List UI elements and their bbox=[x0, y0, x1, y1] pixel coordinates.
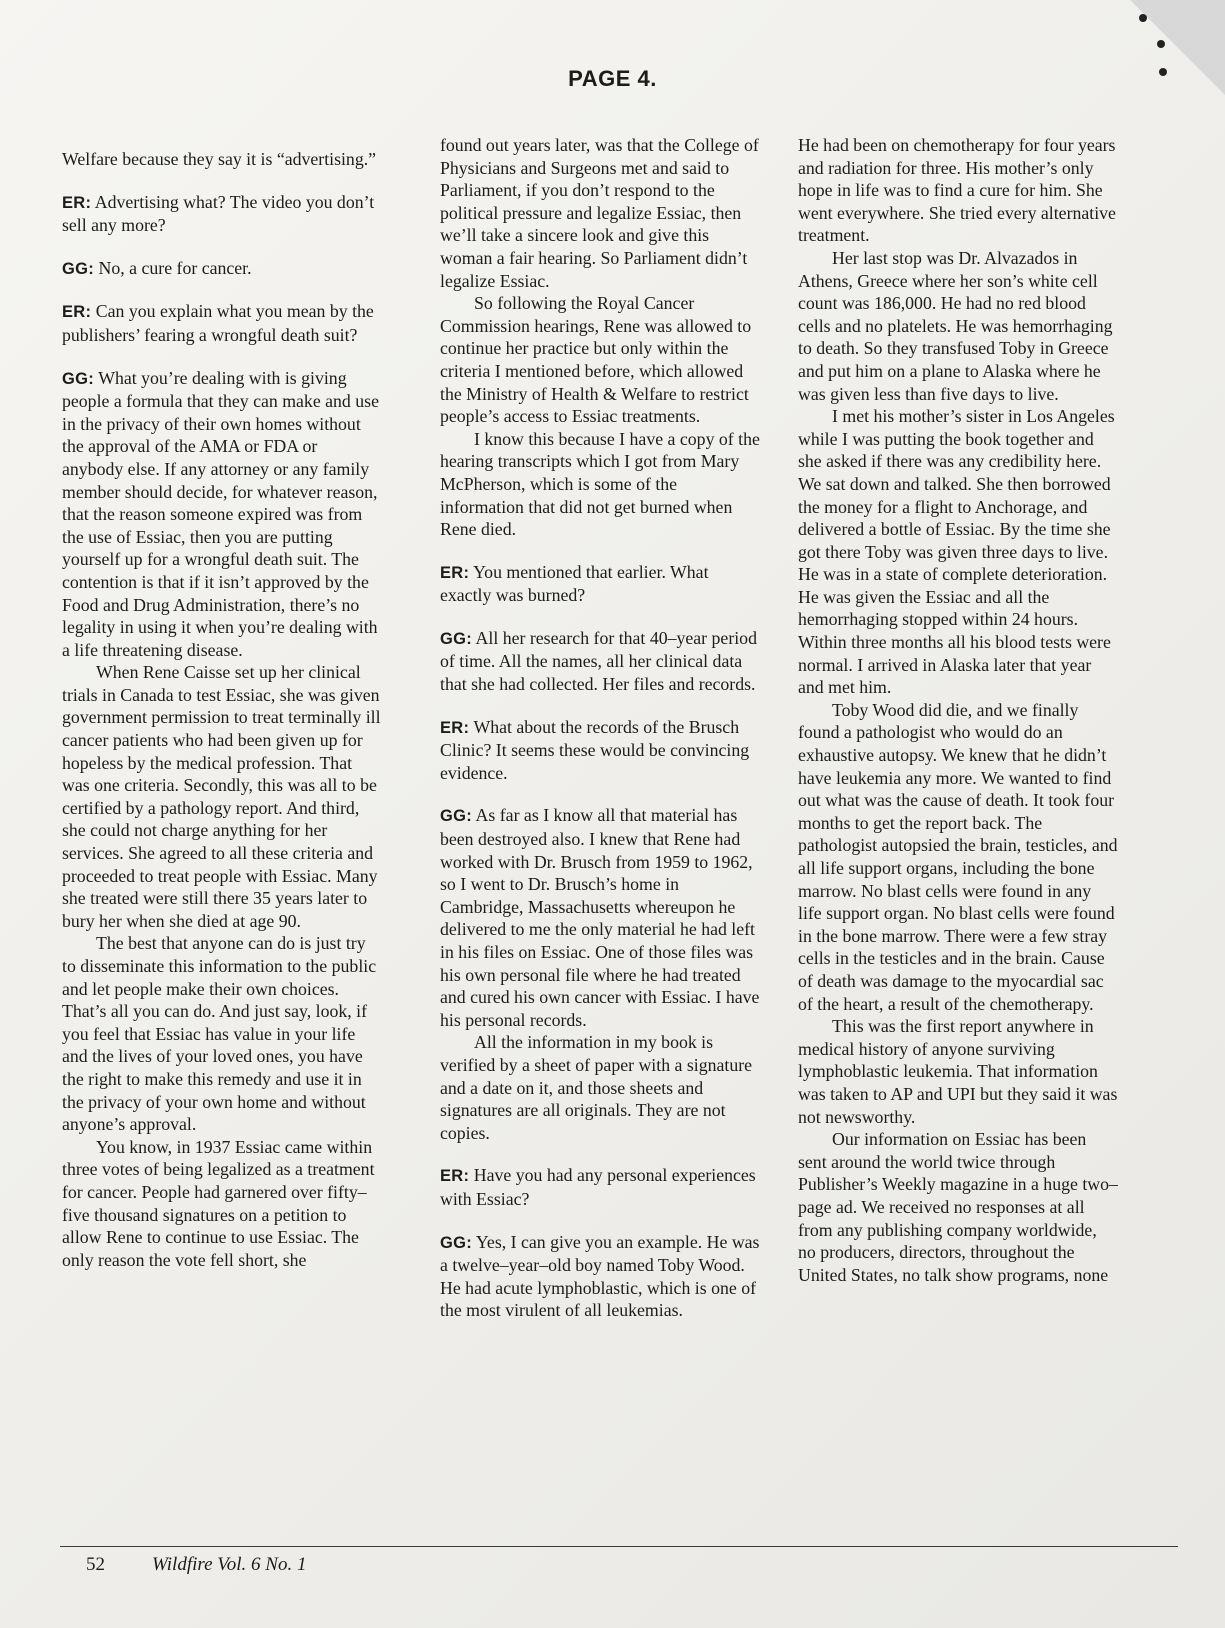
speaker-label: GG: bbox=[62, 259, 95, 278]
body-paragraph bbox=[62, 661, 382, 932]
paragraph-text: Welfare because they say it is “advertising.” bbox=[62, 149, 377, 169]
speaker-label: GG: bbox=[440, 629, 473, 648]
interview-paragraph bbox=[62, 191, 382, 237]
body-paragraph bbox=[798, 134, 1118, 247]
body-paragraph bbox=[62, 932, 382, 1135]
interview-paragraph bbox=[440, 627, 760, 696]
paragraph-text: As far as I know all that material has been destroyed also. I knew that Rene had worked with Dr. Brusch from 1959 to 1962, so I went to Dr. Brusch’s home in Cambridge, Massachusetts whereupon he delivered to me the only material he had left in his files on Essiac. One of those files was his own personal file where he had treated and cured his own cancer with Essiac. I have his personal records. bbox=[440, 805, 760, 1030]
footer-rule bbox=[60, 1546, 1178, 1547]
interview-paragraph bbox=[440, 561, 760, 607]
body-paragraph bbox=[62, 1136, 382, 1272]
speaker-label: GG: bbox=[62, 369, 95, 388]
paragraph-text: Yes, I can give you an example. He was a twelve–year–old boy named Toby Wood. He had acute lymphoblastic, which is one of the most virulent of all leukemias. bbox=[440, 1231, 760, 1321]
text-column-2 bbox=[440, 134, 760, 1322]
paragraph-text: All the information in my book is verified by a sheet of paper with a signature and a date on it, and those sheets and signatures are all originals. They are not copies. bbox=[440, 1032, 753, 1143]
paragraph-text: All her research for that 40–year period of time. All the names, all her clinical data that she had collected. Her files and records. bbox=[440, 627, 757, 695]
speaker-label: ER: bbox=[440, 718, 470, 737]
footer bbox=[86, 1554, 306, 1576]
paragraph-text: found out years later, was that the College of Physicians and Surgeons met and said to Parliament, if you don’t respond to the political pressure and legalize Essiac, then we’ll take a sincere look and give this woman a fair hearing. So Parliament didn’t legalize Essiac. bbox=[440, 135, 759, 291]
paragraph-text: So following the Royal Cancer Commission hearings, Rene was allowed to continue her practice but only within the criteria I mentioned before, which allowed the Ministry of Health & Welfare to restrict people’s access to Essiac treatments. bbox=[440, 293, 752, 427]
body-paragraph bbox=[798, 247, 1118, 405]
paragraph-text: Her last stop was Dr. Alvazados in Athens, Greece where her son’s white cell count was 186,000. He had no red blood cells and no platelets. He was hemorrhaging to death. So they transfused Toby in Greece and put him on a plane to Alaska where he was given less than five days to live. bbox=[798, 247, 1113, 404]
speaker-label: ER: bbox=[62, 303, 92, 322]
speaker-label: GG: bbox=[440, 1233, 473, 1252]
body-paragraph bbox=[440, 134, 760, 292]
paragraph-text: You mentioned that earlier. What exactly was burned? bbox=[440, 561, 709, 606]
paragraph-text: What you’re dealing with is giving people a formula that they can make and use in the privacy of their own homes without the approval of the AMA or FDA or anybody else. If any attorney or any family member should decide, for whatever reason, that the reason someone expired was from the use of Essiac, then you are putting yourself up for a wrongful death suit. The contention is that if it isn’t approved by the Food and Drug Administration, there’s no legality in using it when you’re dealing with a life threatening disease. bbox=[62, 367, 379, 660]
body-paragraph bbox=[798, 1128, 1118, 1286]
body-paragraph bbox=[440, 428, 760, 541]
interview-paragraph bbox=[440, 804, 760, 1031]
paragraph-text: Our information on Essiac has been sent around the world twice through Publisher’s Weekly magazine in a huge two–page ad. We received no responses at all from any publishing company worldwide, no producers, directors, throughout the United States, no talk show programs, none bbox=[798, 1129, 1118, 1285]
paragraph-text: You know, in 1937 Essiac came within three votes of being legalized as a treatment for cancer. People had garnered over fifty–five thousand signatures on a petition to allow Rene to continue to use Essiac. The only reason the vote fell short, she bbox=[62, 1136, 375, 1270]
paragraph-text: I know this because I have a copy of the hearing transcripts which I got from Mary McPherson, which is some of the information that did not get burned when Rene died. bbox=[440, 428, 760, 540]
interview-paragraph bbox=[440, 1164, 760, 1210]
speaker-label: GG: bbox=[440, 807, 473, 826]
page-title: PAGE 4. bbox=[568, 66, 657, 91]
paragraph-text: He had been on chemotherapy for four years and radiation for three. His mother’s only hope in life was to find a cure for him. She went everywhere. She tried every alternative treatment. bbox=[798, 135, 1116, 246]
paragraph-text: No, a cure for cancer. bbox=[98, 257, 252, 278]
page-number: 52 bbox=[86, 1554, 105, 1575]
paragraph-text: Advertising what? The video you don’t sell any more? bbox=[62, 191, 375, 236]
binder-hole-dot bbox=[1139, 14, 1147, 22]
paragraph-text: Can you explain what you mean by the publishers’ fearing a wrongful death suit? bbox=[62, 301, 374, 345]
paragraph-text: What about the records of the Brusch Clinic? It seems these would be convincing evidence. bbox=[440, 716, 750, 783]
paragraph-text: Have you had any personal experiences with Essiac? bbox=[440, 1165, 756, 1209]
interview-paragraph bbox=[62, 300, 382, 346]
paragraph-text: This was the first report anywhere in medical history of anyone surviving lymphoblastic leukemia. That information was taken to AP and UPI but they said it was not newsworthy. bbox=[798, 1016, 1118, 1127]
paragraph-text: I met his mother’s sister in Los Angeles while I was putting the book together and she asked if there was any credibility here. We sat down and talked. She then borrowed the money for a flight to Anchorage, and delivered a bottle of Essiac. By the time she got there Toby was given three days to live. He was in a state of complete deterioration. He was given the Essiac and all the hemorrhaging stopped within 24 hours. Within three months all his blood tests were normal. I arrived in Alaska later that year and met him. bbox=[798, 406, 1115, 698]
body-paragraph bbox=[62, 148, 382, 171]
text-column-3 bbox=[798, 134, 1118, 1286]
paragraph-text: The best that anyone can do is just try to disseminate this information to the public and let people make their own choices. That’s all you can do. And just say, look, if you feel that Essiac has value in your life and the lives of your loved ones, you have the right to make this remedy and use it in the privacy of your own home and without anyone’s approval. bbox=[62, 933, 377, 1135]
body-paragraph bbox=[798, 405, 1118, 699]
body-paragraph bbox=[798, 1015, 1118, 1128]
body-paragraph bbox=[798, 699, 1118, 1015]
body-paragraph bbox=[440, 292, 760, 428]
text-column-1 bbox=[62, 148, 382, 1271]
body-paragraph bbox=[440, 1031, 760, 1144]
interview-paragraph bbox=[440, 1231, 760, 1322]
interview-paragraph bbox=[62, 367, 382, 662]
magazine-issue: Wildfire Vol. 6 No. 1 bbox=[152, 1554, 307, 1575]
paragraph-text: When Rene Caisse set up her clinical trials in Canada to test Essiac, she was given government permission to treat terminally ill cancer patients who had been given up for hopeless by the medical profession. That was one criteria. Secondly, this was all to be certified by a pathology report. And third, she could not charge anything for her services. She agreed to all these criteria and proceeded to treat people with Essiac. Many she treated were still there 35 years later to bury her when she died at age 90. bbox=[62, 662, 381, 931]
paragraph-text: Toby Wood did die, and we finally found a pathologist who would do an exhaustive autopsy. We knew that he didn’t have leukemia any more. We wanted to find out what was the cause of death. It took four months to get the report back. The pathologist autopsied the brain, testicles, and all life support organs, including the bone marrow. No blast cells were found in any life support organ. No blast cells were found in the bone marrow. There were a few stray cells in the testicles and in the brain. Cause of death was damage to the myocardial sac of the heart, a result of the chemotherapy. bbox=[798, 699, 1118, 1014]
interview-paragraph bbox=[62, 257, 382, 281]
interview-paragraph bbox=[440, 716, 760, 785]
binder-hole-dot bbox=[1157, 40, 1165, 48]
speaker-label: ER: bbox=[440, 1167, 470, 1186]
speaker-label: ER: bbox=[62, 193, 92, 212]
speaker-label: ER: bbox=[440, 563, 470, 582]
